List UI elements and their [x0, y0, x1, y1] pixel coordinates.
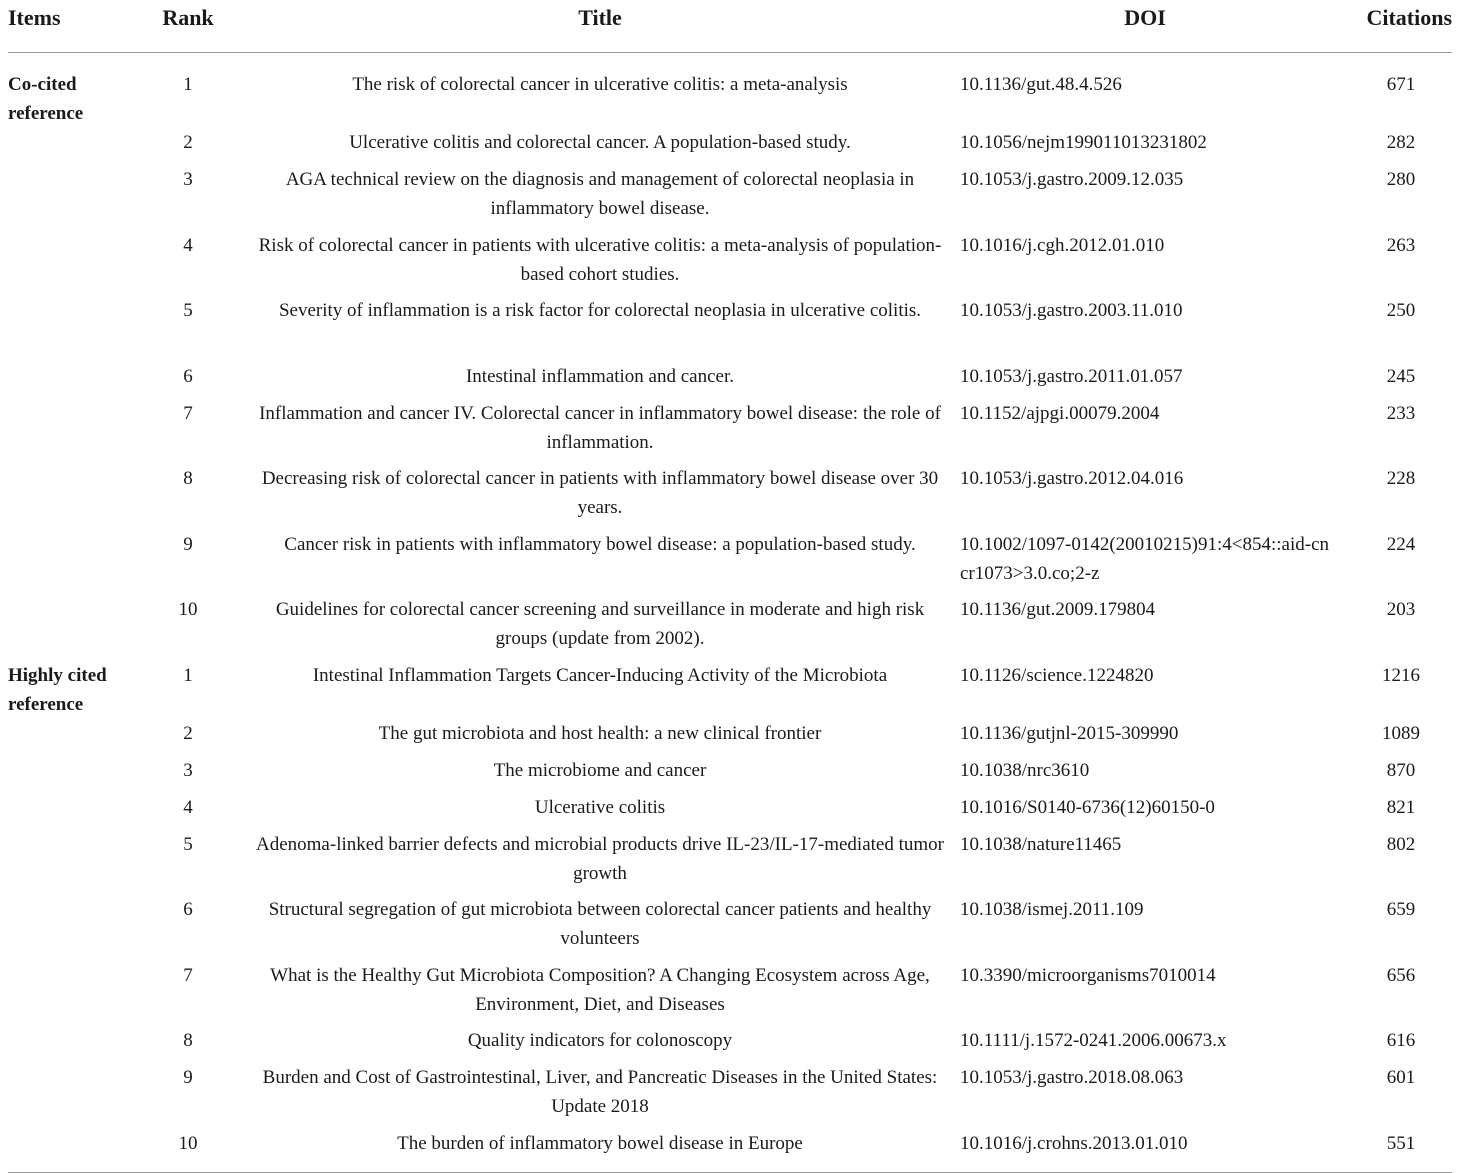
doi-cell: 10.1136/gut.48.4.526: [960, 74, 1122, 95]
doi-cell: 10.1053/j.gastro.2009.12.035: [960, 169, 1184, 190]
rank-cell: 9: [183, 533, 193, 555]
rank-cell: 7: [183, 402, 193, 424]
table-row: [8, 530, 1452, 596]
table-row: [8, 128, 1452, 165]
table-row: [8, 961, 1452, 1027]
group-label-empty: [8, 530, 136, 596]
group-label-empty: [8, 231, 136, 297]
title-cell: Intestinal inflammation and cancer.: [465, 365, 734, 387]
doi-cell: 10.1038/nature11465: [960, 833, 1122, 855]
citations-cell: 203: [1386, 599, 1416, 620]
group-label-empty: [8, 756, 136, 793]
doi-cell: 10.1038/ismej.2011.109: [960, 899, 1144, 920]
citations-cell: 280: [1386, 169, 1416, 190]
group-label: [8, 661, 136, 719]
title-cell: The burden of inflammatory bowel disease in Europe: [240, 1129, 960, 1173]
doi-cell: 10.1053/j.gastro.2011.01.057: [960, 365, 1183, 387]
doi-cell: 10.1053/j.gastro.2018.08.063: [960, 1067, 1184, 1088]
title-cell: Risk of colorectal cancer in patients with ulcerative colitis: a meta-analysis of population-based cohort studies.: [258, 234, 942, 285]
table-row: [8, 296, 1452, 362]
title-cell: The risk of colorectal cancer in ulcerative colitis: a meta-analysis: [352, 74, 848, 95]
rank-cell: 10: [178, 599, 198, 620]
doi-cell: 10.1111/j.1572-0241.2006.00673.x: [960, 1030, 1227, 1051]
doi-cell: 10.1016/j.crohns.2013.01.010: [960, 1129, 1330, 1173]
table-row: [8, 362, 1452, 399]
group-label-empty: [8, 464, 136, 530]
table-row: [8, 756, 1452, 793]
header-title: Title: [240, 0, 960, 53]
citations-cell: 601: [1386, 1067, 1416, 1088]
rank-cell: 6: [183, 365, 193, 387]
citations-cell: 282: [1386, 132, 1416, 153]
title-cell: The gut microbiota and host health: a new clinical frontier: [378, 722, 822, 744]
group-label-empty: [8, 1129, 136, 1173]
citations-cell: 228: [1386, 468, 1416, 489]
group-label-empty: [8, 165, 136, 231]
group-label-empty: [8, 399, 136, 465]
citations-cell: 821: [1386, 796, 1416, 818]
doi-cell: 10.1016/j.cgh.2012.01.010: [960, 234, 1165, 256]
citations-cell: 224: [1386, 533, 1416, 555]
group-label-empty: [8, 793, 136, 830]
doi-cell: 10.1056/nejm199011013231802: [960, 132, 1207, 153]
title-cell: What is the Healthy Gut Microbiota Composition? A Changing Ecosystem across Age, Environment, Diet, and Diseases: [270, 964, 930, 1015]
citations-cell: 250: [1386, 300, 1416, 321]
header-doi: DOI: [960, 0, 1330, 53]
title-cell: Burden and Cost of Gastrointestinal, Liver, and Pancreatic Diseases in the United States: Update 2018: [262, 1067, 938, 1117]
rank-cell: 8: [183, 468, 193, 489]
table-row: [8, 895, 1452, 961]
table-row: [8, 830, 1452, 896]
title-cell: Ulcerative colitis and colorectal cancer. A population-based study.: [349, 132, 851, 153]
title-cell: Cancer risk in patients with inflammatory bowel disease: a population-based study.: [284, 533, 916, 555]
rank-cell: 7: [183, 964, 193, 986]
rank-cell: 5: [183, 833, 193, 855]
title-cell: Structural segregation of gut microbiota between colorectal cancer patients and healthy volunteers: [268, 899, 932, 949]
table-row: [8, 595, 1452, 661]
doi-cell: 10.1053/j.gastro.2012.04.016: [960, 468, 1184, 489]
table-row: [8, 53, 1452, 129]
rank-cell: 4: [183, 796, 193, 818]
table-body: [8, 53, 1452, 1173]
citation-table-container: [8, 0, 1452, 1173]
doi-cell: 10.1053/j.gastro.2003.11.010: [960, 300, 1183, 321]
table-header: [8, 0, 1452, 53]
title-cell: Intestinal Inflammation Targets Cancer-Inducing Activity of the Microbiota: [312, 664, 888, 686]
rank-cell: 2: [183, 722, 193, 744]
header-items: Items: [8, 0, 136, 53]
doi-cell: 10.1152/ajpgi.00079.2004: [960, 402, 1160, 424]
title-cell: Adenoma-linked barrier defects and microbial products drive IL-23/IL-17-mediated tumor growth: [256, 833, 944, 884]
header-citations: Citations: [1330, 0, 1452, 53]
table-row: [8, 1129, 1452, 1173]
table-row: [8, 1063, 1452, 1129]
rank-cell: 6: [183, 899, 193, 920]
citations-cell: 263: [1386, 234, 1416, 256]
group-label-empty: [8, 719, 136, 756]
title-cell: Ulcerative colitis: [534, 796, 666, 818]
rank-cell: 1: [183, 664, 193, 686]
citations-cell: 870: [1386, 759, 1416, 781]
rank-cell: 3: [183, 169, 193, 190]
rank-cell: 4: [183, 234, 193, 256]
citation-table: [8, 0, 1452, 1173]
group-label-line1: Co-cited: [8, 74, 77, 95]
citations-cell: 233: [1386, 402, 1416, 424]
title-cell: Inflammation and cancer IV. Colorectal cancer in inflammatory bowel disease: the role of inflammation.: [259, 402, 941, 453]
group-label-empty: [8, 296, 136, 362]
doi-cell: 10.1136/gutjnl-2015-309990: [960, 722, 1179, 744]
citations-cell: 551: [1330, 1129, 1452, 1173]
table-row: [8, 661, 1452, 719]
doi-cell: 10.1038/nrc3610: [960, 759, 1090, 781]
table-row: [8, 464, 1452, 530]
citations-cell: 1216: [1382, 664, 1420, 686]
citations-cell: 616: [1386, 1030, 1416, 1051]
citations-cell: 802: [1386, 833, 1416, 855]
header-rank: Rank: [136, 0, 240, 53]
group-label-empty: [8, 595, 136, 661]
doi-cell: 10.1126/science.1224820: [960, 664, 1154, 686]
title-cell: Decreasing risk of colorectal cancer in patients with inflammatory bowel disease over 30 years.: [261, 468, 939, 518]
doi-cell: 10.1136/gut.2009.179804: [960, 599, 1156, 620]
rank-cell: 2: [183, 132, 193, 153]
group-label-empty: [8, 1026, 136, 1063]
rank-cell: 10: [136, 1129, 240, 1173]
doi-cell: 10.1016/S0140-6736(12)60150-0: [960, 796, 1215, 818]
title-cell: AGA technical review on the diagnosis and management of colorectal neoplasia in inflammatory bowel disease.: [285, 169, 915, 219]
title-cell: Severity of inflammation is a risk factor for colorectal neoplasia in ulcerative colitis.: [278, 300, 922, 321]
group-label-empty: [8, 961, 136, 1027]
title-cell: The microbiome and cancer: [493, 759, 707, 781]
group-label-empty: [8, 128, 136, 165]
rank-cell: 5: [183, 300, 193, 321]
title-cell: Guidelines for colorectal cancer screening and surveillance in moderate and high risk groups (update from 2002).: [275, 599, 925, 649]
citations-cell: 659: [1386, 899, 1416, 920]
group-label-line1: Highly cited: [8, 664, 107, 686]
table-row: [8, 399, 1452, 465]
rank-cell: 9: [183, 1067, 193, 1088]
table-row: [8, 719, 1452, 756]
doi-cell: 10.1002/1097-0142(20010215)91:4<854::aid-cncr1073>3.0.co;2-z: [960, 533, 1330, 584]
rank-cell: 1: [183, 74, 193, 95]
table-row: [8, 165, 1452, 231]
table-row: [8, 793, 1452, 830]
citations-cell: 671: [1386, 74, 1416, 95]
citations-cell: 245: [1386, 365, 1416, 387]
group-label-empty: [8, 362, 136, 399]
group-label-line2: reference: [8, 693, 84, 715]
table-row: [8, 231, 1452, 297]
citations-cell: 1089: [1382, 722, 1420, 744]
group-label-empty: [8, 1063, 136, 1129]
group-label-empty: [8, 830, 136, 896]
group-label: [8, 53, 136, 129]
group-label-empty: [8, 895, 136, 961]
group-label-line2: reference: [8, 103, 84, 124]
doi-cell: 10.3390/microorganisms7010014: [960, 964, 1216, 986]
table-row: [8, 1026, 1452, 1063]
citations-cell: 656: [1386, 964, 1416, 986]
rank-cell: 8: [183, 1030, 193, 1051]
header-row: [8, 0, 1452, 53]
title-cell: Quality indicators for colonoscopy: [467, 1030, 733, 1051]
rank-cell: 3: [183, 759, 193, 781]
